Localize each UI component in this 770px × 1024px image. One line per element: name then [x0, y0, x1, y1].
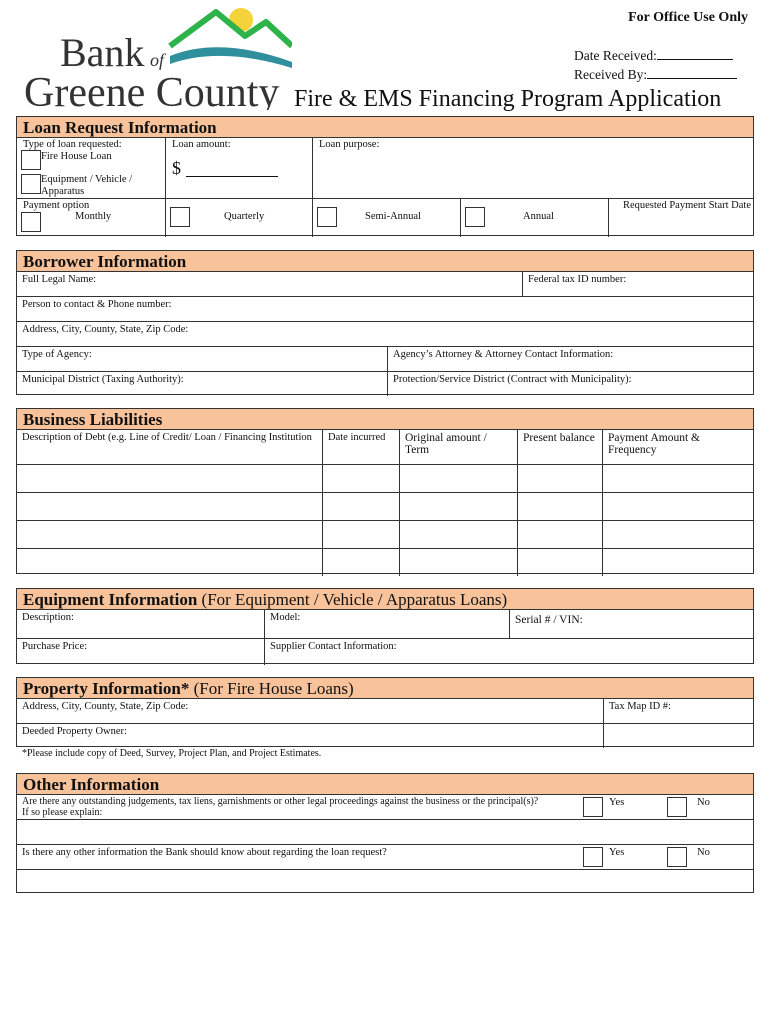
- borrower-section: [16, 250, 754, 395]
- property-heading: [17, 678, 753, 699]
- contact-row[interactable]: [17, 297, 753, 322]
- equipment-heading-suffix: (For Equipment / Vehicle / Apparatus Loans): [197, 590, 508, 609]
- property-address-label: Address, City, County, State, Zip Code:: [22, 701, 189, 712]
- loan-amount-line: [186, 176, 278, 177]
- table-row[interactable]: [17, 465, 753, 493]
- question-1-row: [17, 795, 753, 820]
- table-cell: [322, 465, 399, 492]
- loan-amount-label: Loan amount:: [172, 139, 231, 150]
- col-balance: Present balance: [517, 430, 602, 464]
- contact-cell: [17, 297, 753, 321]
- logo-mountains-icon: [20, 6, 292, 110]
- property-heading-suffix: (For Fire House Loans): [189, 679, 354, 698]
- quarterly-label: Quarterly: [224, 211, 265, 222]
- supplier-label: Supplier Contact Information:: [270, 641, 397, 652]
- loan-request-section: [16, 116, 754, 236]
- col-orig: Original amount / Term: [399, 430, 517, 464]
- serial-label: Serial # / VIN:: [515, 614, 583, 626]
- annual-label: Annual: [523, 211, 554, 222]
- col-date: Date incurred: [322, 430, 399, 464]
- table-row[interactable]: [17, 521, 753, 549]
- tax-map-cell[interactable]: [603, 699, 753, 723]
- liabilities-section: [16, 408, 754, 574]
- explain-2-row[interactable]: [17, 870, 753, 894]
- date-received-label: Date Received:: [574, 48, 657, 63]
- tax-id-label: Federal tax ID number:: [528, 274, 627, 285]
- borrower-heading: Borrower Information: [17, 251, 753, 272]
- other-heading: Other Information: [17, 774, 753, 795]
- question-1-cell: [17, 795, 603, 819]
- table-row[interactable]: [17, 493, 753, 521]
- q1-no-checkbox[interactable]: [667, 797, 687, 817]
- date-received-line: [574, 47, 733, 64]
- loan-type-label: Type of loan requested:: [23, 139, 122, 150]
- fire-house-label: Fire House Loan: [41, 151, 112, 162]
- monthly-checkbox[interactable]: [21, 212, 41, 232]
- payment-option-label: Payment option: [23, 200, 90, 211]
- payment-option-row: [17, 199, 753, 237]
- semi-annual-checkbox[interactable]: [317, 207, 337, 227]
- full-name-cell[interactable]: [17, 272, 522, 296]
- agency-type-label: Type of Agency:: [22, 349, 92, 360]
- loan-details-row: [17, 138, 753, 199]
- quarterly-cell: [165, 199, 312, 237]
- district-row: [17, 372, 753, 396]
- loan-type-cell: [17, 138, 165, 198]
- protection-cell[interactable]: [387, 372, 753, 396]
- price-label: Purchase Price:: [22, 641, 88, 652]
- logo-bank-text: Bank: [60, 30, 145, 75]
- property-row-2: [17, 724, 753, 748]
- table-cell: [602, 493, 753, 520]
- description-cell[interactable]: [17, 610, 264, 638]
- table-cell: [602, 549, 753, 576]
- owner-cell[interactable]: [17, 724, 603, 748]
- logo-county-text: Greene County: [24, 70, 280, 110]
- protection-label: Protection/Service District (Contract with Municipality):: [393, 374, 632, 385]
- municipal-cell[interactable]: [17, 372, 387, 396]
- start-date-label: Requested Payment Start Date: [622, 200, 751, 211]
- equipment-row-2: [17, 639, 753, 665]
- quarterly-checkbox[interactable]: [170, 207, 190, 227]
- description-label: Description:: [22, 612, 74, 623]
- q1-yes-checkbox[interactable]: [583, 797, 603, 817]
- owner-extra-cell[interactable]: [603, 724, 753, 748]
- annual-checkbox[interactable]: [465, 207, 485, 227]
- q2-yes-label: Yes: [609, 847, 625, 858]
- date-received-field[interactable]: [657, 47, 733, 60]
- model-label: Model:: [270, 612, 301, 623]
- equipment-heading-bold: Equipment Information: [23, 590, 198, 609]
- monthly-cell: [17, 199, 165, 237]
- table-cell: [399, 465, 517, 492]
- table-cell: [399, 493, 517, 520]
- table-cell: [517, 521, 602, 548]
- other-section: [16, 773, 754, 893]
- tax-map-label: Tax Map ID #:: [609, 701, 671, 712]
- table-cell: [517, 465, 602, 492]
- address-cell: [17, 322, 753, 346]
- serial-cell[interactable]: [509, 610, 753, 638]
- property-section: [16, 677, 754, 747]
- loan-purpose-label: Loan purpose:: [319, 139, 380, 150]
- q2-no-label: No: [697, 847, 710, 858]
- table-cell: [602, 521, 753, 548]
- table-cell: [602, 465, 753, 492]
- table-cell: [517, 549, 602, 576]
- question-1-text: Are there any outstanding judgements, tax liens, garnishments or other legal proceedings against the business or the principal(s)?: [22, 796, 539, 807]
- semi-annual-label: Semi-Annual: [365, 211, 421, 222]
- bank-logo: [20, 6, 292, 110]
- liabilities-header-row: [17, 430, 753, 465]
- q1-no-label: No: [697, 797, 710, 808]
- fire-house-checkbox[interactable]: [21, 150, 41, 170]
- table-cell: [399, 549, 517, 576]
- table-cell: [322, 521, 399, 548]
- loan-purpose-cell[interactable]: [312, 138, 753, 198]
- contact-label: Person to contact & Phone number:: [22, 299, 172, 310]
- property-row-1: [17, 699, 753, 724]
- liabilities-heading: Business Liabilities: [17, 409, 753, 430]
- annual-cell: [460, 199, 608, 237]
- tax-id-cell[interactable]: [522, 272, 753, 296]
- supplier-cell[interactable]: [264, 639, 753, 665]
- address-row[interactable]: [17, 322, 753, 347]
- table-cell: [399, 521, 517, 548]
- office-use-title: For Office Use Only: [628, 10, 748, 25]
- equipment-label-1: Equipment / Vehicle /: [41, 174, 133, 185]
- municipal-label: Municipal District (Taxing Authority):: [22, 374, 184, 385]
- question-2-text: Is there any other information the Bank should know about regarding the loan request?: [22, 847, 387, 858]
- q2-no-checkbox[interactable]: [667, 847, 687, 867]
- page-title: Fire & EMS Financing Program Application: [294, 86, 722, 112]
- agency-type-cell[interactable]: [17, 347, 387, 371]
- equipment-row-1: [17, 610, 753, 639]
- question-2-cell: [17, 845, 583, 869]
- address-label: Address, City, County, State, Zip Code:: [22, 324, 189, 335]
- model-cell[interactable]: [264, 610, 509, 638]
- semi-annual-cell: [312, 199, 460, 237]
- q1-yes-label: Yes: [609, 797, 625, 808]
- equipment-heading: [17, 589, 753, 610]
- equipment-section: [16, 588, 754, 664]
- table-cell: [517, 493, 602, 520]
- dollar-sign: $: [172, 158, 181, 178]
- col-payment: Payment Amount & Frequency: [602, 430, 753, 464]
- q2-yes-checkbox[interactable]: [583, 847, 603, 867]
- col-desc: Description of Debt (e.g. Line of Credit/ Loan / Financing Institution: [22, 432, 312, 443]
- attorney-label: Agency’s Attorney & Attorney Contact Information:: [393, 349, 614, 360]
- loan-amount-cell[interactable]: [165, 138, 312, 198]
- property-address-cell[interactable]: [17, 699, 603, 723]
- name-row: [17, 272, 753, 297]
- monthly-label: Monthly: [75, 211, 112, 222]
- table-row[interactable]: [17, 549, 753, 576]
- question-2-row: [17, 845, 753, 870]
- received-by-label: Received By:: [574, 67, 648, 82]
- table-cell: [322, 549, 399, 576]
- full-name-label: Full Legal Name:: [22, 274, 97, 285]
- logo-of-text: of: [150, 50, 165, 70]
- price-cell[interactable]: [17, 639, 264, 665]
- property-note: *Please include copy of Deed, Survey, Project Plan, and Project Estimates.: [22, 748, 322, 759]
- received-by-field[interactable]: [647, 66, 737, 79]
- explain-1-row[interactable]: [17, 820, 753, 845]
- question-1-explain: If so please explain:: [22, 807, 103, 818]
- attorney-cell[interactable]: [387, 347, 753, 371]
- owner-label: Deeded Property Owner:: [22, 726, 127, 737]
- start-date-cell[interactable]: [608, 199, 753, 237]
- table-cell: [322, 493, 399, 520]
- equipment-checkbox[interactable]: [21, 174, 41, 194]
- equipment-label-2: Apparatus: [41, 186, 85, 197]
- agency-row: [17, 347, 753, 372]
- received-by-line: [574, 66, 737, 83]
- property-heading-bold: Property Information*: [23, 679, 190, 698]
- loan-request-heading: Loan Request Information: [17, 117, 753, 138]
